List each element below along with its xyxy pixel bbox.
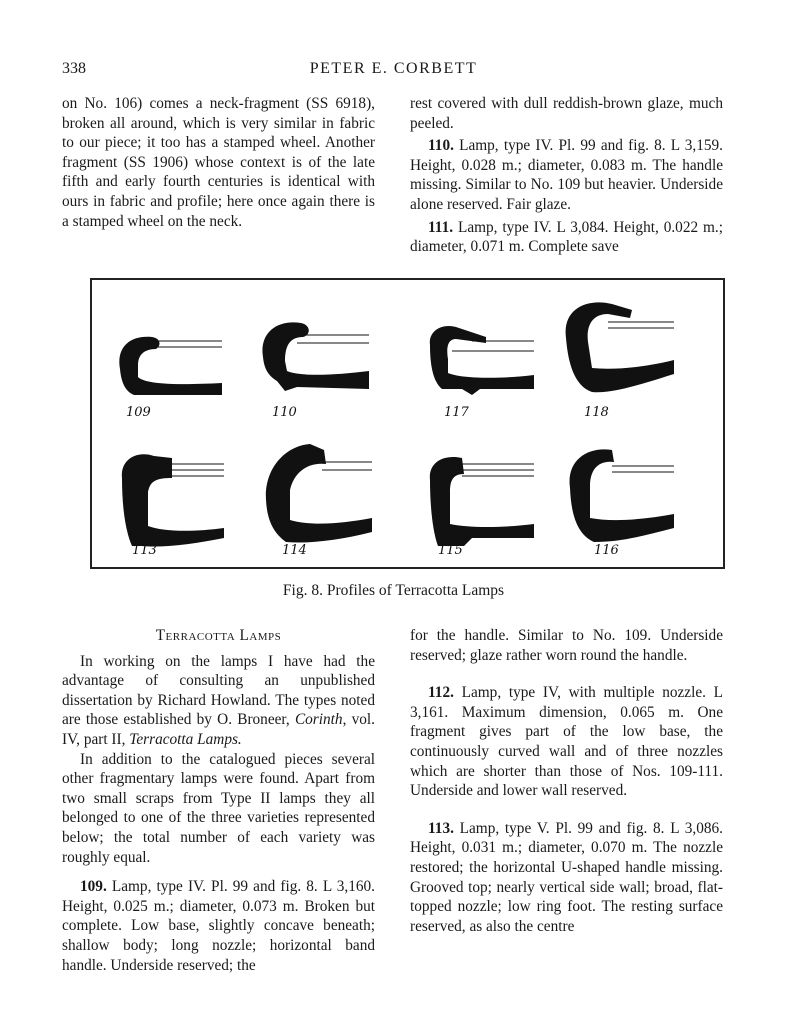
figure-lamp-profiles [90,278,725,569]
running-head-author: PETER E. CORBETT [309,60,478,77]
profile-label: 116 [594,543,619,558]
entry-text: Lamp, type IV. Pl. 99 and fig. 8. L 3,160. Height, 0.025 m.; diameter, 0.073 m. Broken but complete. Low base, slightly concave beneath; shallow body; long nozzle; horizontal band handle. Underside reserved; the [62,878,375,974]
section-title: Terracotta Lamps [155,627,282,644]
profile-label: 114 [282,543,307,558]
left-column-top [62,94,375,231]
entry-text: Lamp, type IV, with multiple nozzle. L 3,161. Maximum dimension, 0.065 m. One fragment gives part of the low base, the continuously curved wall and of three nozzles which are shorter than those of Nos. 109-111. Underside and lower wall reserved. [410,684,723,800]
profile-115 [430,457,534,546]
profile-109 [119,337,222,395]
entry-text: Lamp, type IV. L 3,084. Height, 0.022 m.; diameter, 0.071 m. Complete save [410,218,723,256]
entry-number: 112. [428,684,454,702]
profile-label: 110 [272,405,297,420]
text-run-italic: Terracotta Lamps. [129,730,242,748]
profile-label: 109 [126,405,151,420]
catalogue-entry-110 [410,136,723,214]
entry-text: Lamp, type V. Pl. 99 and fig. 8. L 3,086. Height, 0.031 m.; diameter, 0.070 m. The nozzle restored; the horizontal U-shaped handle missing. Grooved top; nearly vertical side wall; broad, flat-topped nozzle; low ring foot. The resting surface reserved, as also the centre [410,819,723,935]
profile-label: 117 [444,405,469,420]
figure-caption: Fig. 8. Profiles of Terracotta Lamps [282,582,505,599]
right-column-top [410,94,723,257]
profile-114 [266,444,372,543]
profile-label: 113 [132,543,157,558]
catalogue-entry-113 [410,819,723,937]
intro-paragraph-2: In addition to the catalogued pieces several other fragmentary lamps were found. Apart from two small scraps from Type II lamps they all belonged to one of the three varieties represented below; the total number of each variety was roughly equal. [62,750,375,866]
entry-number: 109. [80,878,107,896]
profile-label: 118 [584,405,609,420]
catalogue-entry-109 [62,877,375,975]
catalogue-entry-112 [410,683,723,801]
intro-paragraph [62,652,375,750]
lamp-profiles-drawing [92,280,723,567]
entry-number: 110. [428,137,454,155]
profile-label: 115 [438,543,463,558]
right-column-bottom [410,626,723,936]
paragraph-continuation: on No. 106) comes a neck-fragment (SS 6918), broken all around, which is very similar in fabric to our piece; it too has a stamped wheel. Another fragment (SS 1906) whose context is of the late fifth and early fourth centuries is identical with ours in fabric and profile; here once again there is a stamped wheel on the neck. [62,95,375,230]
profile-113 [122,454,224,546]
profile-110 [262,322,369,391]
page-number: 338 [62,60,86,77]
entry-number: 111. [428,218,454,236]
text-run: , vol. IV, part II, [62,711,375,748]
entry-number: 113. [428,819,454,837]
profile-117 [430,326,534,395]
paragraph-continuation: for the handle. Similar to No. 109. Underside reserved; glaze rather worn round the handle. [410,627,723,664]
catalogue-entry-111 [410,218,723,257]
left-column-bottom [62,626,375,975]
profile-116 [570,449,674,542]
text-run-italic: Corinth [294,711,343,729]
text-run: In working on the lamps I have had the advantage of consulting an unpublished dissertation by Richard Howland. The types noted are those established by O. Broneer, [62,652,375,729]
profile-118 [566,302,674,392]
entry-text: Lamp, type IV. Pl. 99 and fig. 8. L 3,159. Height, 0.028 m.; diameter, 0.083 m. The handle missing. Similar to No. 109 but heavier. Underside alone reserved. Fair glaze. [410,137,723,213]
paragraph-continuation: rest covered with dull reddish-brown glaze, much peeled. [410,95,723,132]
